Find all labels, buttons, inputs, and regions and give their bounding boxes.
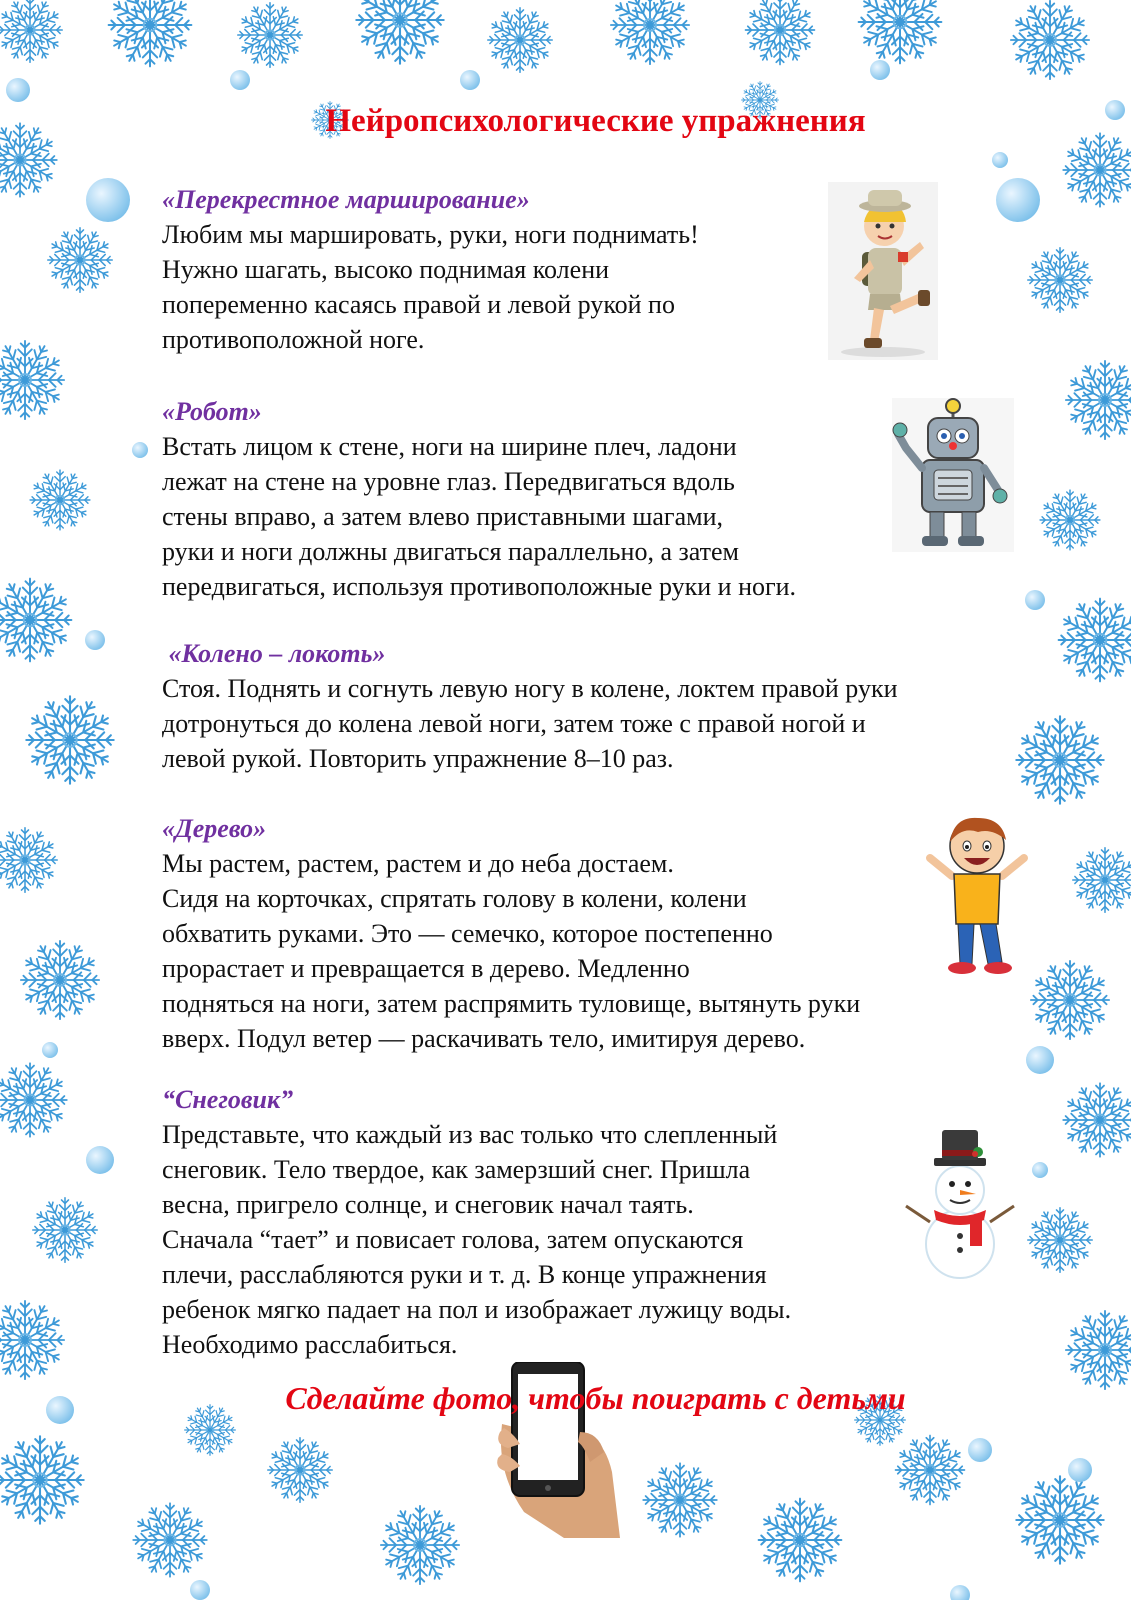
exercise-title: «Дерево» bbox=[162, 814, 267, 843]
exercise-text-line: подняться на ноги, затем распрямить туловище, вытянуть руки bbox=[162, 989, 861, 1018]
snowman-icon bbox=[904, 1128, 1016, 1282]
exercise-text-line: Стоя. Поднять и согнуть левую ногу в колене, локтем правой руки bbox=[162, 674, 898, 703]
exercise-tree bbox=[162, 812, 860, 1056]
exercise-text-line: левой рукой. Повторить упражнение 8–10 раз. bbox=[162, 744, 674, 773]
exercise-marching bbox=[162, 183, 699, 357]
exercise-text-line: противоположной ноге. bbox=[162, 325, 425, 354]
exercise-text-line: попеременно касаясь правой и левой рукой по bbox=[162, 290, 675, 319]
exercise-text-line: Представьте, что каждый из вас только что слепленный bbox=[162, 1120, 778, 1149]
exercise-text-line: лежат на стене на уровне глаз. Передвигаться вдоль bbox=[162, 467, 735, 496]
call-to-action: Сделайте фото, чтобы поиграть с детьми bbox=[285, 1380, 906, 1416]
exercise-title: “Снеговик” bbox=[162, 1085, 294, 1114]
exercise-snowman bbox=[162, 1083, 791, 1362]
exercise-text-line: Сначала “тает” и повисает голова, затем опускаются bbox=[162, 1225, 744, 1254]
exercise-text-line: плечи, расслабляются руки и т. д. В конце упражнения bbox=[162, 1260, 767, 1289]
exercise-text-line: руки и ноги должны двигаться параллельно, а затем bbox=[162, 537, 739, 566]
exercise-text-line: Сидя на корточках, спрятать голову в колени, колени bbox=[162, 884, 747, 913]
robot-icon bbox=[892, 398, 1014, 552]
exercise-text-line: обхватить руками. Это — семечко, которое постепенно bbox=[162, 919, 773, 948]
exercise-title: «Колено – локоть» bbox=[162, 639, 386, 668]
exercise-title: «Робот» bbox=[162, 397, 262, 426]
marching-boy-icon bbox=[828, 182, 938, 360]
exercise-text-line: вверх. Подул ветер — раскачивать тело, имитируя дерево. bbox=[162, 1024, 806, 1053]
exercise-title: «Перекрестное марширование» bbox=[162, 185, 530, 214]
exercise-text-line: снеговик. Тело твердое, как замерзший снег. Пришла bbox=[162, 1155, 751, 1184]
exercise-text-line: Необходимо расслабиться. bbox=[162, 1330, 458, 1359]
page-title: Нейропсихологические упражнения bbox=[325, 103, 866, 139]
exercise-text-line: дотронуться до колена левой ноги, затем тоже с правой ногой и bbox=[162, 709, 866, 738]
exercise-text-line: весна, пригрело солнце, и снеговик начал таять. bbox=[162, 1190, 694, 1219]
exercise-text-line: Встать лицом к стене, ноги на ширине плеч, ладони bbox=[162, 432, 737, 461]
exercise-text-line: Нужно шагать, высоко поднимая колени bbox=[162, 255, 610, 284]
exercise-text-line: Любим мы маршировать, руки, ноги поднимать! bbox=[162, 220, 699, 249]
exercise-text-line: прорастает и превращается в дерево. Медленно bbox=[162, 954, 690, 983]
exercise-text-line: передвигаться, используя противоположные руки и ноги. bbox=[162, 572, 797, 601]
exercise-text-line: Мы растем, растем, растем и до неба достаем. bbox=[162, 849, 674, 878]
exercise-text-line: стены вправо, а затем влево приставными шагами, bbox=[162, 502, 723, 531]
exercise-knee-elbow bbox=[162, 637, 898, 776]
exercise-text-line: ребенок мягко падает на пол и изображает лужицу воды. bbox=[162, 1295, 792, 1324]
exercise-robot bbox=[162, 395, 796, 604]
happy-boy-icon bbox=[922, 814, 1032, 978]
